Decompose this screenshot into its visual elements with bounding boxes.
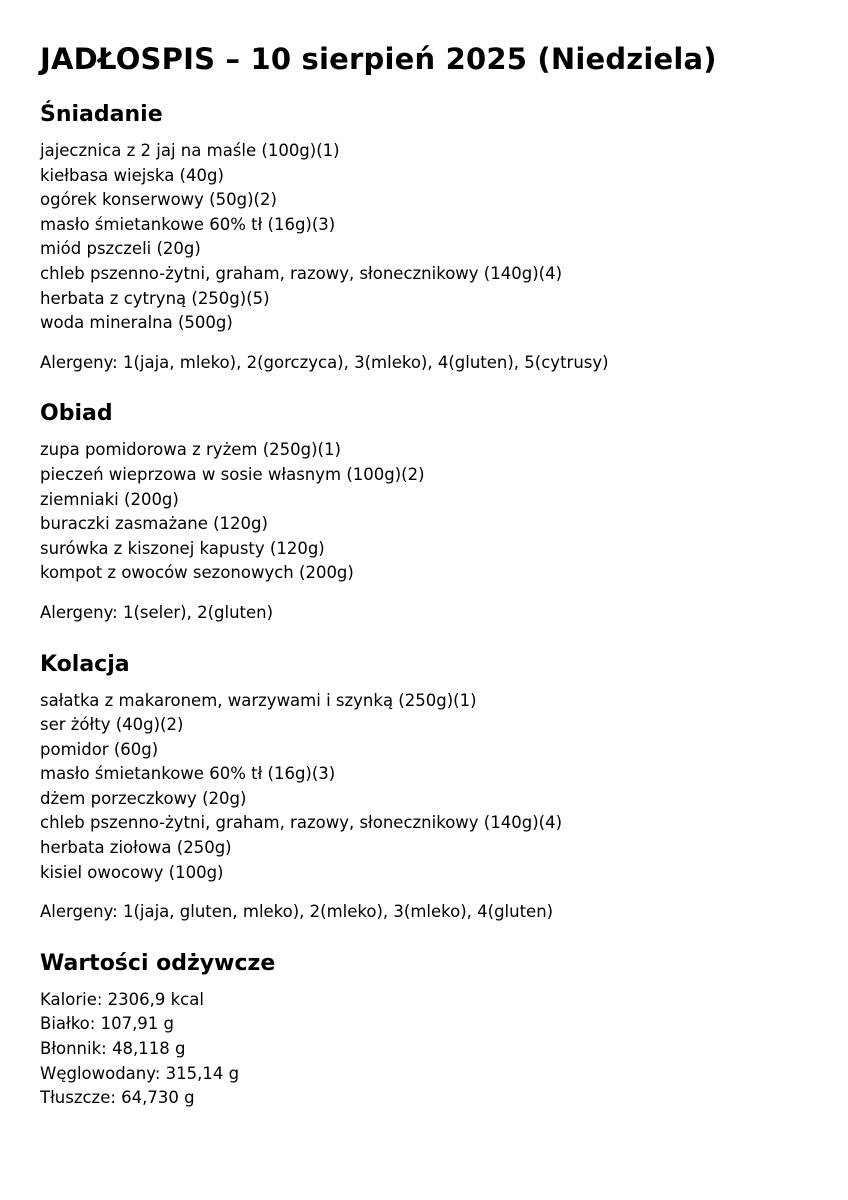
menu-item: ziemniaki (200g) [40, 489, 179, 509]
nutrition-rows [40, 988, 808, 1111]
menu-item: chleb pszenno-żytni, graham, razowy, słonecznikowy (140g)(4) [40, 263, 563, 283]
dinner-items [40, 689, 808, 886]
section-lunch [40, 401, 808, 625]
menu-item: surówka z kiszonej kapusty (120g) [40, 538, 325, 558]
menu-item: buraczki zasmażane (120g) [40, 514, 268, 534]
menu-item: ogórek konserwowy (50g)(2) [40, 190, 277, 210]
menu-item: herbata z cytryną (250g)(5) [40, 288, 270, 308]
allergens-line-lunch: Alergeny: 1(seler), 2(gluten) [40, 602, 274, 622]
menu-item: chleb pszenno-żytni, graham, razowy, słonecznikowy (140g)(4) [40, 813, 563, 833]
menu-item: kiełbasa wiejska (40g) [40, 165, 224, 185]
section-heading-breakfast: Śniadanie [40, 102, 163, 127]
menu-item: miód pszczeli (20g) [40, 239, 201, 259]
menu-item: sałatka z makaronem, warzywami i szynką (250g)(1) [40, 690, 477, 710]
menu-item: ser żółty (40g)(2) [40, 715, 184, 735]
section-heading-nutrition: Wartości odżywcze [40, 950, 276, 976]
section-breakfast [40, 102, 808, 375]
nutrition-row-protein: Białko: 107,91 g [40, 1014, 175, 1034]
menu-item: woda mineralna (500g) [40, 313, 233, 333]
section-nutrition [40, 951, 808, 1111]
menu-item: kisiel owocowy (100g) [40, 862, 224, 882]
section-heading-lunch: Obiad [40, 401, 113, 427]
nutrition-row-calories: Kalorie: 2306,9 kcal [40, 989, 204, 1009]
menu-item: masło śmietankowe 60% tł (16g)(3) [40, 764, 336, 784]
menu-item: kompot z owoców sezonowych (200g) [40, 563, 354, 583]
breakfast-items [40, 139, 808, 336]
menu-item: herbata ziołowa (250g) [40, 838, 232, 858]
menu-item: zupa pomidorowa z ryżem (250g)(1) [40, 440, 341, 460]
menu-item: pieczeń wieprzowa w sosie własnym (100g)(2) [40, 464, 425, 484]
menu-item: masło śmietankowe 60% tł (16g)(3) [40, 214, 336, 234]
section-dinner [40, 652, 808, 925]
page-title: JADŁOSPIS – 10 sierpień 2025 (Niedziela) [40, 42, 717, 76]
nutrition-row-fiber: Błonnik: 48,118 g [40, 1039, 186, 1059]
menu-item: pomidor (60g) [40, 739, 159, 759]
section-heading-dinner: Kolacja [40, 651, 130, 677]
allergens-line-dinner: Alergeny: 1(jaja, gluten, mleko), 2(mleko), 3(mleko), 4(gluten) [40, 902, 554, 922]
menu-item: jajecznica z 2 jaj na maśle (100g)(1) [40, 141, 340, 160]
nutrition-row-fat: Tłuszcze: 64,730 g [40, 1088, 195, 1108]
menu-item: dżem porzeczkowy (20g) [40, 788, 247, 808]
allergens-line-breakfast: Alergeny: 1(jaja, mleko), 2(gorczyca), 3(mleko), 4(gluten), 5(cytrusy) [40, 352, 609, 372]
nutrition-row-carbs: Węglowodany: 315,14 g [40, 1063, 240, 1083]
lunch-items [40, 438, 808, 586]
